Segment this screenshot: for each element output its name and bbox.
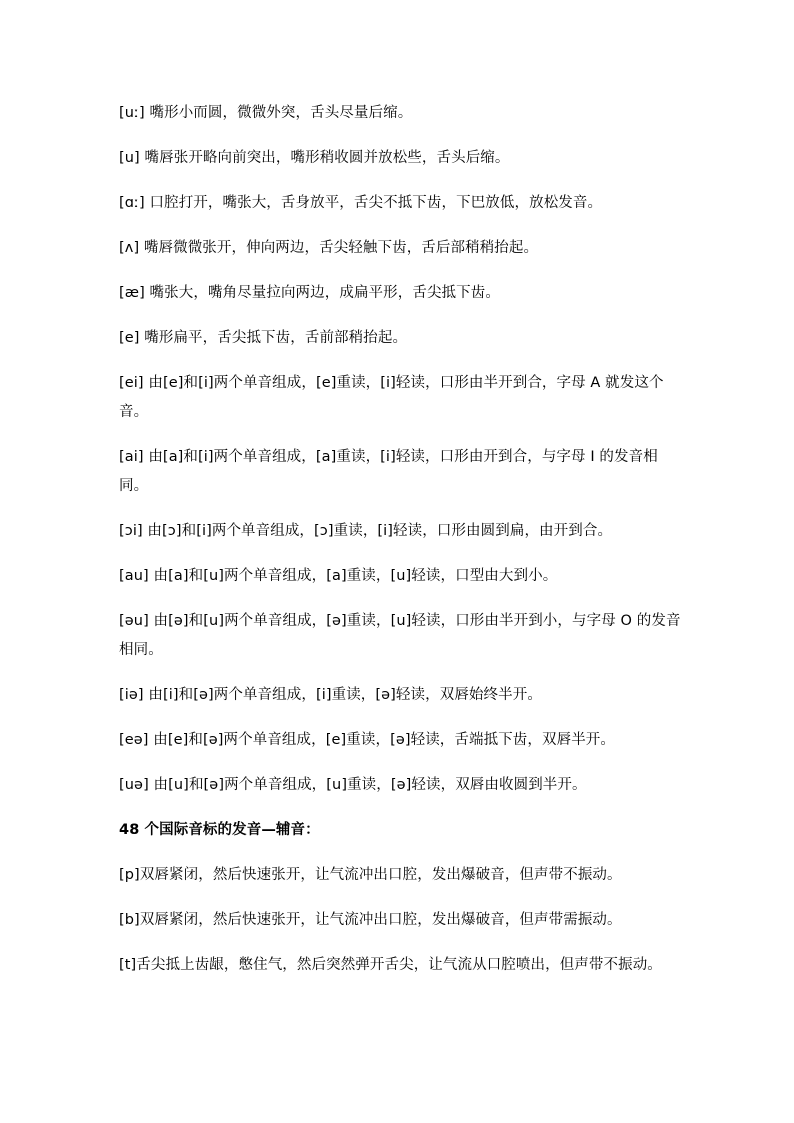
paragraph-u-short: [u] 嘴唇张开略向前突出，嘴形稍收圆并放松些，舌头后缩。	[119, 150, 510, 166]
document-body	[119, 99, 681, 996]
paragraph-ie: [iə] 由[i]和[ə]两个单音组成，[i]重读，[ə]轻读，双唇始终半开。	[119, 687, 542, 703]
paragraph-ae: [æ] 嘴张大，嘴角尽量拉向两边，成扁平形，舌尖抵下齿。	[119, 285, 500, 301]
paragraph-wedge: [ʌ] 嘴唇微微张开，伸向两边，舌尖轻触下齿，舌后部稍稍抬起。	[119, 240, 539, 256]
consonant-t: [t]舌尖抵上齿龈，憋住气，然后突然弹开舌尖，让气流从口腔喷出，但声带不振动。	[119, 957, 662, 973]
paragraph-e: [e] 嘴形扁平，舌尖抵下齿，舌前部稍抬起。	[119, 330, 408, 346]
paragraph-u-long: [uː] 嘴形小而圆，微微外突，舌头尽量后缩。	[119, 105, 413, 121]
paragraph-eu: [əu] 由[ə]和[u]两个单音组成，[ə]重读，[u]轻读，口形由半开到小，与字母 O 的发音相同。	[119, 613, 681, 658]
paragraph-ea: [eə] 由[e]和[ə]两个单音组成，[e]重读，[ə]轻读，舌端抵下齿，双唇半开。	[119, 732, 616, 748]
paragraph-a-long: [ɑː] 口腔打开，嘴张大，舌身放平，舌尖不抵下齿，下巴放低，放松发音。	[119, 195, 603, 211]
paragraph-ei: [ei] 由[e]和[i]两个单音组成，[e]重读，[i]轻读，口形由半开到合，字母 A 就发这个音。	[119, 375, 664, 420]
section-heading: 48 个国际音标的发音—辅音：	[119, 822, 320, 838]
paragraph-au: [au] 由[a]和[u]两个单音组成，[a]重读，[u]轻读，口型由大到小。	[119, 568, 558, 584]
paragraph-ai: [ai] 由[a]和[i]两个单音组成，[a]重读，[i]轻读，口形由开到合，与字母 I 的发音相同。	[119, 449, 658, 494]
consonant-p: [p]双唇紧闭，然后快速张开，让气流冲出口腔，发出爆破音，但声带不振动。	[119, 867, 622, 883]
paragraph-ue: [uə] 由[u]和[ə]两个单音组成，[u]重读，[ə]轻读，双唇由收圆到半开。	[119, 777, 587, 793]
consonant-b: [b]双唇紧闭，然后快速张开，让气流冲出口腔，发出爆破音，但声带需振动。	[119, 912, 622, 928]
paragraph-oi: [ɔi] 由[ɔ]和[i]两个单音组成，[ɔ]重读，[i]轻读，口形由圆到扁，由开到合。	[119, 523, 613, 539]
